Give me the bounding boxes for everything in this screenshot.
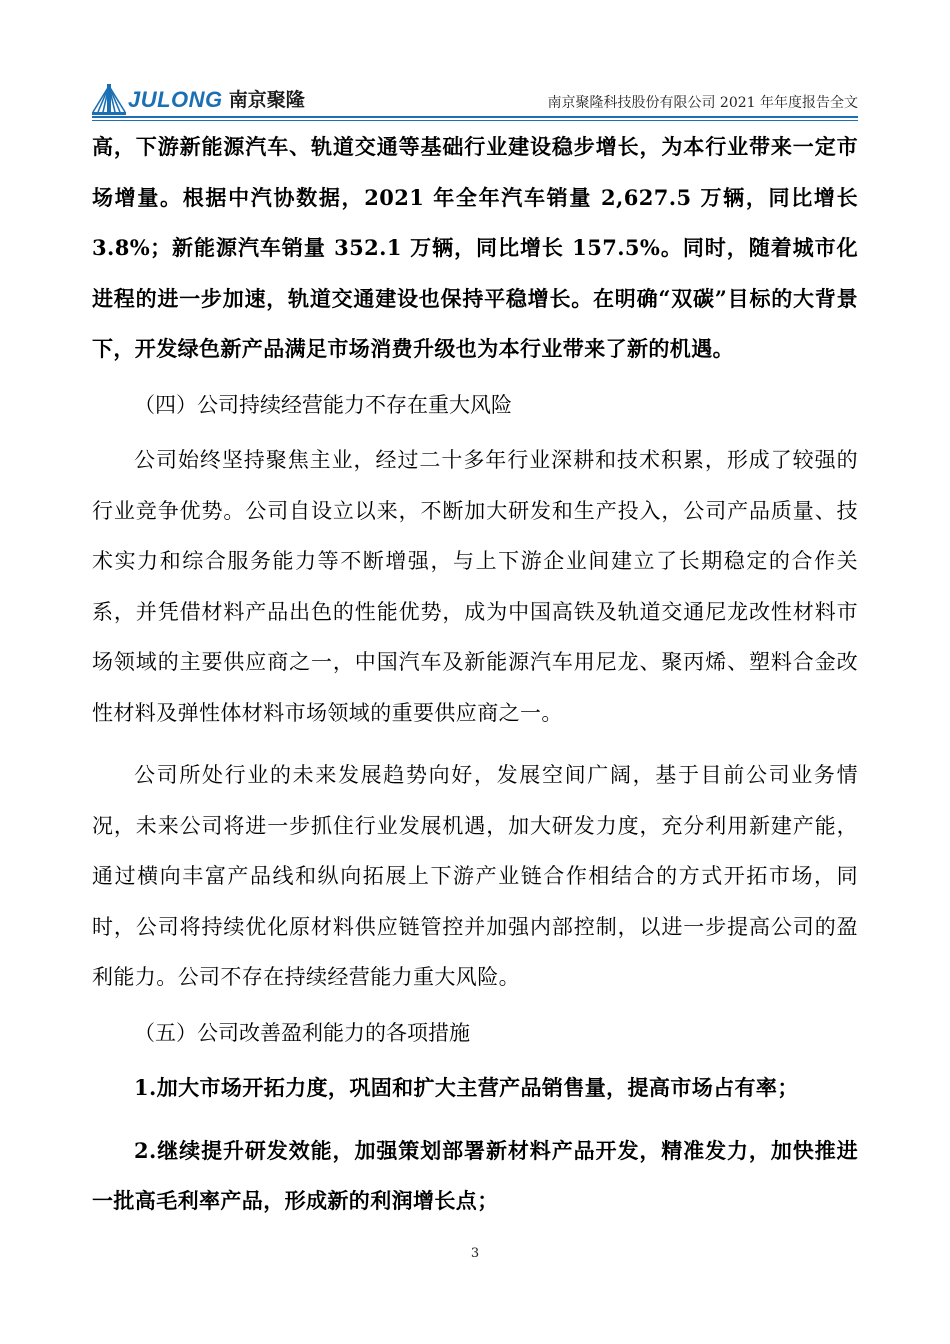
- logo-latin-text: JULONG: [128, 87, 223, 112]
- section-heading-5: （五）公司改善盈利能力的各项措施: [134, 1020, 470, 1045]
- section-heading-4: （四）公司持续经营能力不存在重大风险: [134, 392, 512, 417]
- measure-item-2: 2.继续提升研发效能，加强策划部署新材料产品开发，精准发力，加快推进一批高毛利率产品，形成新的利润增长点；: [92, 1137, 858, 1213]
- page-header: [92, 76, 858, 116]
- bridge-logo-icon: [92, 82, 126, 116]
- measure-item-1: 1.加大市场开拓力度，巩固和扩大主营产品销售量，提高市场占有率；: [134, 1075, 799, 1100]
- header-divider-thin: [92, 120, 858, 121]
- paragraph-industry-growth: 高，下游新能源汽车、轨道交通等基础行业建设稳步增长，为本行业带来一定市场增量。根据中汽协数据，2021 年全年汽车销量 2,627.5 万辆，同比增长 3.8%；新能源汽车销量 352.1 万辆，同比增长 157.5%。同时，随着城市化进程的进一步加速，轨道交通建设也保持平稳增长。在明确“双碳”目标的大背景下，开发绿色新产品满足市场消费升级也为本行业带来了新的机遇。: [92, 134, 858, 361]
- company-logo: [92, 76, 305, 116]
- page-number: 3: [470, 1246, 480, 1261]
- body-content: [92, 122, 858, 1227]
- paragraph-competitive-advantage: 公司始终坚持聚焦主业，经过二十多年行业深耕和技术积累，形成了较强的行业竞争优势。公司自设立以来，不断加大研发和生产投入，公司产品质量、技术实力和综合服务能力等不断增强，与上下游企业间建立了长期稳定的合作关系，并凭借材料产品出色的性能优势，成为中国高铁及轨道交通尼龙改性材料市场领域的主要供应商之一，中国汽车及新能源汽车用尼龙、聚丙烯、塑料合金改性材料及弹性体材料市场领域的重要供应商之一。: [92, 448, 858, 725]
- paragraph-future-outlook: 公司所处行业的未来发展趋势向好，发展空间广阔，基于目前公司业务情况，未来公司将进一步抓住行业发展机遇，加大研发力度，充分利用新建产能，通过横向丰富产品线和纵向拓展上下游产业链合作相结合的方式开拓市场，同时，公司将持续优化原材料供应链管控并加强内部控制，以进一步提高公司的盈利能力。公司不存在持续经营能力重大风险。: [92, 763, 858, 989]
- header-divider: [92, 116, 858, 118]
- logo-chinese-text: 南京聚隆: [228, 89, 305, 111]
- report-title: 南京聚隆科技股份有限公司 2021 年年度报告全文: [547, 95, 858, 111]
